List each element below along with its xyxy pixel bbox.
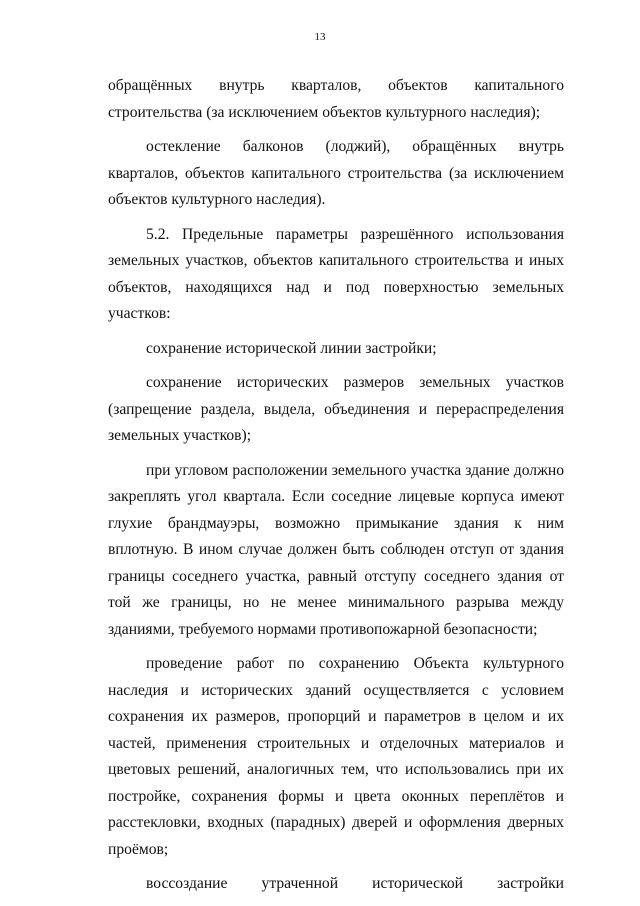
paragraph-4: сохранение исторической линии застройки; <box>146 339 437 357</box>
paragraph-1: обращённых внутрь кварталов, объектов капитального строительства (за исключением объектов культурного наследия); <box>108 77 564 121</box>
paragraph-3: 5.2. Предельные параметры разрешённого использования земельных участков, объектов капитального строительства и иных объектов, находящихся над и под поверхностью земельных участков: <box>108 225 564 322</box>
paragraph-7: проведение работ по сохранению Объекта культурного наследия и исторических зданий осуществляется с условием сохранения их размеров, пропорций и параметров в целом и их частей, применения строительных и отделочных материалов и цветовых решений, аналогичных тем, что использовались при их постройке, сохранения формы и цвета оконных переплётов и расстекловки, входных (парадных) дверей и оформления дверных проёмов; <box>108 655 564 858</box>
paragraph-6: при угловом расположении земельного участка здание должно закреплять угол квартала. Если соседние лицевые корпуса имеют глухие брандмауэры, возможно примыкание здания к ним вплотную. В ином случае должен быть соблюден отступ от здания границы соседнего участка, равный отступу соседнего здания от той же границы, но не менее минимального разрыва между зданиями, требуемого нормами противопожарной безопасности; <box>108 461 564 638</box>
paragraph-8: воссоздание утраченной исторической застройки <box>146 875 564 892</box>
page-number: 13 <box>314 31 326 43</box>
paragraph-2: остекление балконов (лоджий), обращённых внутрь кварталов, объектов капитального строительства (за исключением объектов культурного наследия). <box>108 138 564 208</box>
document-body <box>108 73 564 906</box>
paragraph-5: сохранение исторических размеров земельных участков (запрещение раздела, выдела, объединения и перераспределения земельных участков); <box>108 374 564 444</box>
